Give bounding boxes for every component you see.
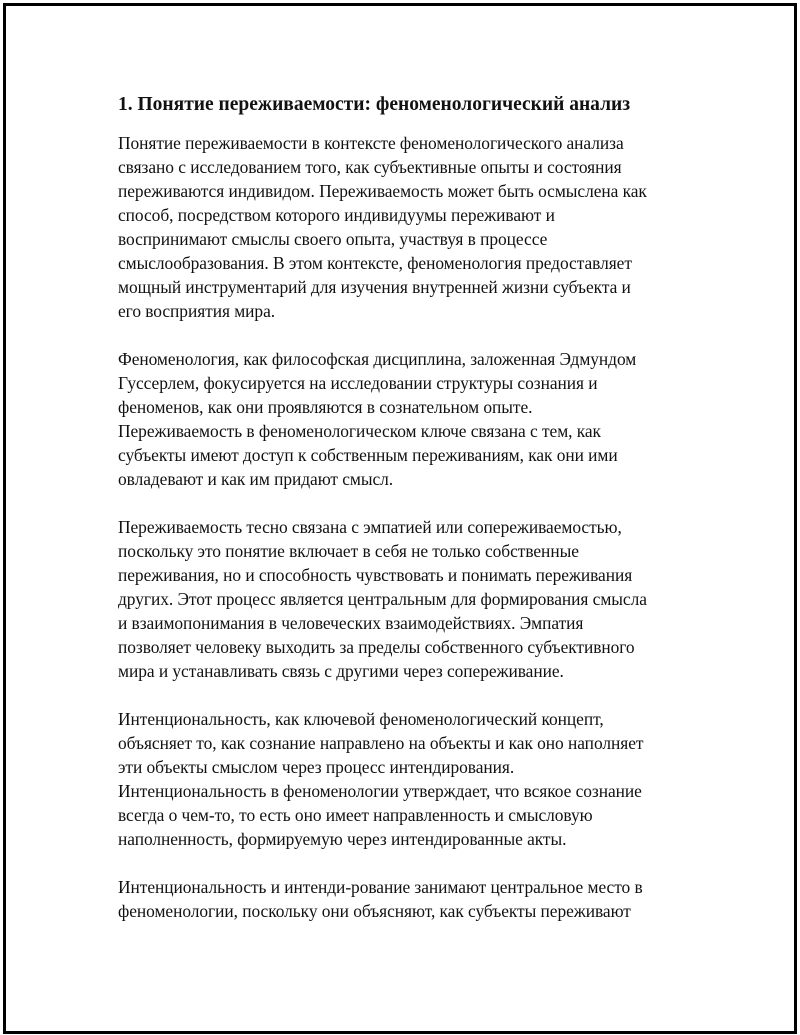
- paragraph-3: [118, 515, 688, 683]
- text-line: переживания, но и способность чувствовать и понимать переживания: [118, 565, 633, 585]
- text-line: мира и устанавливать связь с другими через сопереживание.: [118, 661, 564, 681]
- text-line: феноменологии, поскольку они объясняют, как субъекты переживают: [118, 901, 631, 921]
- text-line: и взаимопонимания в человеческих взаимодействиях. Эмпатия: [118, 613, 584, 633]
- text-line: поскольку это понятие включает в себя не только собственные: [118, 541, 579, 561]
- text-line: его восприятия мира.: [118, 301, 276, 321]
- text-line: Интенциональность, как ключевой феноменологический концепт,: [118, 709, 604, 729]
- text-line: субъекты имеют доступ к собственным переживаниям, как они ими: [118, 445, 618, 465]
- text-line: связано с исследованием того, как субъективные опыты и состояния: [118, 157, 622, 177]
- text-line: Переживаемость тесно связана с эмпатией или сопереживаемостью,: [118, 517, 622, 537]
- text-line: других. Этот процесс является центральным для формирования смысла: [118, 589, 647, 609]
- text-line: Понятие переживаемости в контексте феноменологического анализа: [118, 133, 624, 153]
- text-line: Феноменология, как философская дисциплина, заложенная Эдмундом: [118, 349, 637, 369]
- paragraph-5: [118, 875, 688, 923]
- text-line: феноменов, как они проявляются в сознательном опыте.: [118, 397, 533, 417]
- text-line: эти объекты смыслом через процесс интендирования.: [118, 757, 515, 777]
- text-line: переживаются индивидом. Переживаемость может быть осмыслена как: [118, 181, 647, 201]
- text-line: Интенциональность и интенди-рование занимают центральное место в: [118, 877, 643, 897]
- text-line: позволяет человеку выходить за пределы собственного субъективного: [118, 637, 635, 657]
- text-line: способ, посредством которого индивидуумы переживают и: [118, 205, 555, 225]
- paragraph-2: [118, 347, 688, 491]
- text-line: смыслообразования. В этом контексте, феноменология предоставляет: [118, 253, 632, 273]
- text-line: Интенциональность в феноменологии утверждает, что всякое сознание: [118, 781, 642, 801]
- text-line: воспринимают смыслы своего опыта, участвуя в процессе: [118, 229, 548, 249]
- text-line: Переживаемость в феноменологическом ключе связана с тем, как: [118, 421, 601, 441]
- text-line: всегда о чем-то, то есть оно имеет направленность и смысловую: [118, 805, 593, 825]
- section-heading: 1. Понятие переживаемости: феноменологический анализ: [118, 94, 631, 115]
- text-line: наполненность, формируемую через интендированные акты.: [118, 829, 567, 849]
- text-line: Гуссерлем, фокусируется на исследовании структуры сознания и: [118, 373, 598, 393]
- text-line: овладевают и как им придают смысл.: [118, 469, 394, 489]
- paragraph-1: [118, 131, 688, 323]
- text-line: мощный инструментарий для изучения внутренней жизни субъекта и: [118, 277, 631, 297]
- paragraph-4: [118, 707, 688, 851]
- text-line: объясняет то, как сознание направлено на объекты и как оно наполняет: [118, 733, 644, 753]
- document-body: [118, 90, 688, 947]
